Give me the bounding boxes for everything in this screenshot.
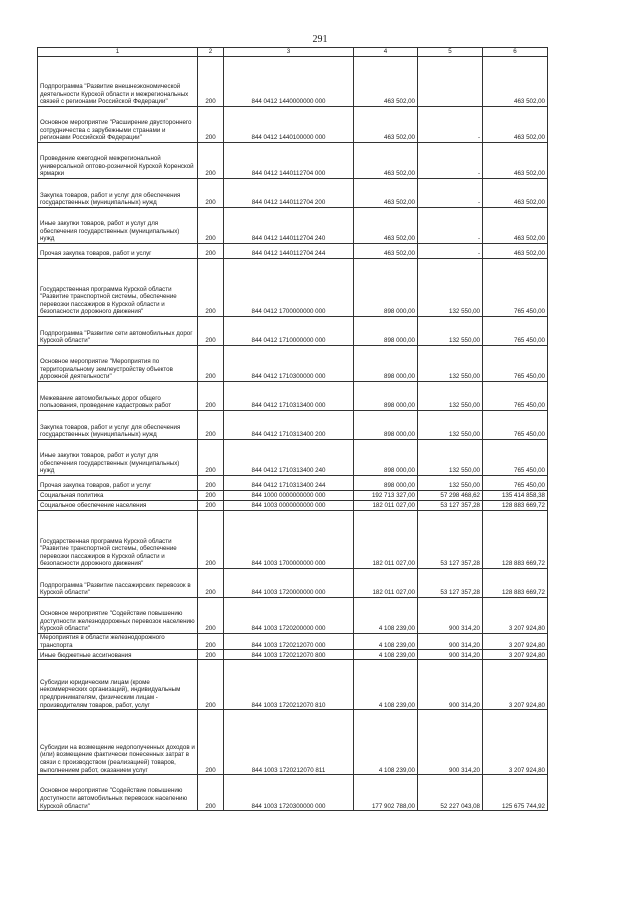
row-name-cell: Прочая закупка товаров, работ и услуг [38,244,198,259]
row-code-cell: 844 1003 0000000000 000 [224,501,354,511]
row-grbs-cell: 200 [198,660,224,710]
row-code-cell: 844 1003 1720212070 810 [224,660,354,710]
row-value-approved-cell: 4 108 239,00 [354,598,418,634]
row-value-approved-cell: 177 902 788,00 [354,775,418,811]
row-grbs-cell: 200 [198,244,224,259]
table-row [38,501,548,511]
row-value-approved-cell: 898 000,00 [354,317,418,346]
row-value-remaining-cell: 765 450,00 [483,259,548,317]
row-value-executed-cell: 132 550,00 [418,317,483,346]
row-code-cell: 844 0412 1710313400 240 [224,440,354,476]
row-value-remaining-cell: 3 207 924,80 [483,650,548,660]
row-value-executed-cell: - [418,143,483,179]
row-grbs-cell: 200 [198,382,224,411]
row-value-remaining-cell: 463 502,00 [483,143,548,179]
page-number: 291 [312,34,328,45]
row-value-approved-cell: 4 108 239,00 [354,634,418,650]
row-code-cell: 844 0412 1440000000 000 [224,57,354,107]
row-name-cell: Иные бюджетные ассигнования [38,650,198,660]
row-value-executed-cell: 57 298 468,62 [418,491,483,501]
row-value-approved-cell: 898 000,00 [354,259,418,317]
table-row [38,775,548,811]
row-value-remaining-cell: 765 450,00 [483,382,548,411]
row-value-approved-cell: 4 108 239,00 [354,710,418,775]
row-value-executed-cell: 132 550,00 [418,476,483,491]
row-name-cell: Закупка товаров, работ и услуг для обеспечения государственных (муниципальных) нужд [38,179,198,208]
row-value-executed-cell: 900 314,20 [418,650,483,660]
row-value-executed-cell: 53 127 357,28 [418,511,483,569]
row-code-cell: 844 0412 1440112704 000 [224,143,354,179]
row-name-cell: Закупка товаров, работ и услуг для обеспечения государственных (муниципальных) нужд [38,411,198,440]
row-value-executed-cell: - [418,179,483,208]
row-value-remaining-cell: 3 207 924,80 [483,660,548,710]
row-code-cell: 844 0412 1440100000 000 [224,107,354,143]
row-value-executed-cell [418,57,483,107]
row-code-cell: 844 1003 1700000000 000 [224,511,354,569]
row-grbs-cell: 200 [198,346,224,382]
row-value-remaining-cell: 135 414 858,38 [483,491,548,501]
row-grbs-cell: 200 [198,501,224,511]
row-value-remaining-cell: 463 502,00 [483,107,548,143]
row-grbs-cell: 200 [198,208,224,244]
table-row [38,710,548,775]
row-name-cell: Государственная программа Курской области "Развитие транспортной системы, обеспечение перевозки пассажиров в Курской области и безопасности дорожного движения" [38,259,198,317]
row-name-cell: Прочая закупка товаров, работ и услуг [38,476,198,491]
row-value-approved-cell: 4 108 239,00 [354,650,418,660]
row-code-cell: 844 0412 1710313400 244 [224,476,354,491]
row-value-remaining-cell: 765 450,00 [483,346,548,382]
row-value-remaining-cell: 463 502,00 [483,244,548,259]
row-code-cell: 844 0412 1440112704 240 [224,208,354,244]
row-value-executed-cell: 900 314,20 [418,634,483,650]
row-name-cell: Основное мероприятие "Мероприятия по территориальному землеустройству объектов дорожной деятельности" [38,346,198,382]
row-grbs-cell: 200 [198,179,224,208]
column-header: 3 [224,48,354,57]
row-name-cell: Проведение ежегодной межрегиональной универсальной оптово-розничной Курской Коренской ярмарки [38,143,198,179]
row-value-remaining-cell: 765 450,00 [483,317,548,346]
row-grbs-cell: 200 [198,598,224,634]
row-value-remaining-cell: 765 450,00 [483,476,548,491]
row-value-approved-cell: 463 502,00 [354,244,418,259]
row-value-approved-cell: 898 000,00 [354,382,418,411]
row-code-cell: 844 1000 0000000000 000 [224,491,354,501]
column-header: 6 [483,48,548,57]
row-value-remaining-cell: 125 675 744,92 [483,775,548,811]
row-value-executed-cell: - [418,208,483,244]
row-code-cell: 844 1003 1720212070 811 [224,710,354,775]
row-value-remaining-cell: 128 883 669,72 [483,501,548,511]
row-value-executed-cell: 132 550,00 [418,411,483,440]
row-value-executed-cell: 900 314,20 [418,710,483,775]
column-header: 2 [198,48,224,57]
row-code-cell: 844 1003 1720000000 000 [224,569,354,598]
row-value-executed-cell: 132 550,00 [418,346,483,382]
table-row [38,57,548,107]
row-value-executed-cell: 52 227 043,08 [418,775,483,811]
row-value-remaining-cell: 463 502,00 [483,208,548,244]
row-code-cell: 844 0412 1710000000 000 [224,317,354,346]
row-value-remaining-cell: 3 207 924,80 [483,710,548,775]
row-code-cell: 844 1003 1720212070 800 [224,650,354,660]
table-row [38,208,548,244]
table-row [38,569,548,598]
row-grbs-cell: 200 [198,440,224,476]
row-value-executed-cell: 132 550,00 [418,440,483,476]
row-code-cell: 844 1003 1720300000 000 [224,775,354,811]
row-value-executed-cell: 900 314,20 [418,598,483,634]
row-code-cell: 844 0412 1710313400 000 [224,382,354,411]
row-grbs-cell: 200 [198,491,224,501]
row-name-cell: Мероприятия в области железнодорожного транспорта [38,634,198,650]
row-name-cell: Подпрограмма "Развитие внешнеэкономической деятельности Курской области и межрегиональных связей с регионами Российской Федерации" [38,57,198,107]
row-grbs-cell: 200 [198,107,224,143]
row-value-executed-cell: 900 314,20 [418,660,483,710]
row-name-cell: Субсидии юридическим лицам (кроме некоммерческих организаций), индивидуальным предпринимателям, физическим лицам - производителям товаров, работ, услуг [38,660,198,710]
row-name-cell: Государственная программа Курской области "Развитие транспортной системы, обеспечение перевозки пассажиров в Курской области и безопасности дорожного движения" [38,511,198,569]
table-row [38,476,548,491]
table-row [38,382,548,411]
row-value-remaining-cell: 765 450,00 [483,440,548,476]
table-row [38,411,548,440]
row-value-executed-cell: 53 127 357,28 [418,569,483,598]
table-row [38,634,548,650]
row-value-approved-cell: 463 502,00 [354,57,418,107]
row-value-approved-cell: 898 000,00 [354,440,418,476]
row-name-cell: Подпрограмма "Развитие пассажирских перевозок в Курской области" [38,569,198,598]
row-value-remaining-cell: 128 883 669,72 [483,511,548,569]
row-value-executed-cell: 132 550,00 [418,382,483,411]
table-row [38,440,548,476]
table-row [38,491,548,501]
row-name-cell: Межевание автомобильных дорог общего пользования, проведение кадастровых работ [38,382,198,411]
row-name-cell: Основное мероприятие "Содействие повышению доступности автомобильных перевозок населению Курской области" [38,775,198,811]
row-value-remaining-cell: 765 450,00 [483,411,548,440]
table-row [38,660,548,710]
table-row [38,598,548,634]
row-code-cell: 844 0412 1710313400 200 [224,411,354,440]
table-row [38,107,548,143]
row-grbs-cell: 200 [198,259,224,317]
row-code-cell: 844 0412 1440112704 200 [224,179,354,208]
row-value-remaining-cell: 3 207 924,80 [483,634,548,650]
table-row [38,346,548,382]
row-value-approved-cell: 463 502,00 [354,208,418,244]
row-name-cell: Основное мероприятие "Содействие повышению доступности железнодорожных перевозок населению Курской области" [38,598,198,634]
table-body [38,57,548,811]
column-header: 5 [418,48,483,57]
row-code-cell: 844 0412 1440112704 244 [224,244,354,259]
row-value-remaining-cell: 463 502,00 [483,57,548,107]
table-row [38,259,548,317]
row-value-remaining-cell: 463 502,00 [483,179,548,208]
row-code-cell: 844 1003 1720212070 000 [224,634,354,650]
table-row [38,244,548,259]
row-name-cell: Подпрограмма "Развитие сети автомобильных дорог Курской области" [38,317,198,346]
row-value-approved-cell: 182 011 027,00 [354,511,418,569]
row-name-cell: Субсидии на возмещение недополученных доходов и (или) возмещение фактически понесенных затрат в связи с производством (реализацией) товаров, выполнением работ, оказанием услуг [38,710,198,775]
row-grbs-cell: 200 [198,710,224,775]
row-value-executed-cell: 53 127 357,28 [418,501,483,511]
column-header: 1 [38,48,198,57]
table-row [38,650,548,660]
row-value-approved-cell: 182 011 027,00 [354,501,418,511]
row-value-executed-cell: 132 550,00 [418,259,483,317]
row-grbs-cell: 200 [198,775,224,811]
row-code-cell: 844 0412 1710300000 000 [224,346,354,382]
row-name-cell: Социальная политика [38,491,198,501]
row-name-cell: Основное мероприятие "Расширение двустороннего сотрудничества с зарубежными странами и регионами Российской Федерации" [38,107,198,143]
row-value-remaining-cell: 128 883 669,72 [483,569,548,598]
row-value-approved-cell: 898 000,00 [354,476,418,491]
table-row [38,179,548,208]
table-row [38,511,548,569]
budget-table [37,47,548,811]
row-grbs-cell: 200 [198,511,224,569]
table-row [38,143,548,179]
row-value-approved-cell: 463 502,00 [354,107,418,143]
row-value-approved-cell: 4 108 239,00 [354,660,418,710]
row-value-approved-cell: 463 502,00 [354,143,418,179]
row-value-approved-cell: 182 011 027,00 [354,569,418,598]
row-value-approved-cell: 463 502,00 [354,179,418,208]
row-value-approved-cell: 192 713 327,00 [354,491,418,501]
row-value-approved-cell: 898 000,00 [354,411,418,440]
row-grbs-cell: 200 [198,650,224,660]
header-row [38,48,548,57]
row-code-cell: 844 1003 1720200000 000 [224,598,354,634]
row-value-executed-cell: - [418,107,483,143]
row-name-cell: Социальное обеспечение населения [38,501,198,511]
row-grbs-cell: 200 [198,634,224,650]
row-value-remaining-cell: 3 207 924,80 [483,598,548,634]
row-grbs-cell: 200 [198,411,224,440]
row-grbs-cell: 200 [198,317,224,346]
row-grbs-cell: 200 [198,57,224,107]
row-grbs-cell: 200 [198,476,224,491]
row-name-cell: Иные закупки товаров, работ и услуг для обеспечения государственных (муниципальных) нужд [38,440,198,476]
row-code-cell: 844 0412 1700000000 000 [224,259,354,317]
row-value-executed-cell: - [418,244,483,259]
row-grbs-cell: 200 [198,143,224,179]
row-name-cell: Иные закупки товаров, работ и услуг для обеспечения государственных (муниципальных) нужд [38,208,198,244]
row-grbs-cell: 200 [198,569,224,598]
table-row [38,317,548,346]
row-value-approved-cell: 898 000,00 [354,346,418,382]
column-header: 4 [354,48,418,57]
